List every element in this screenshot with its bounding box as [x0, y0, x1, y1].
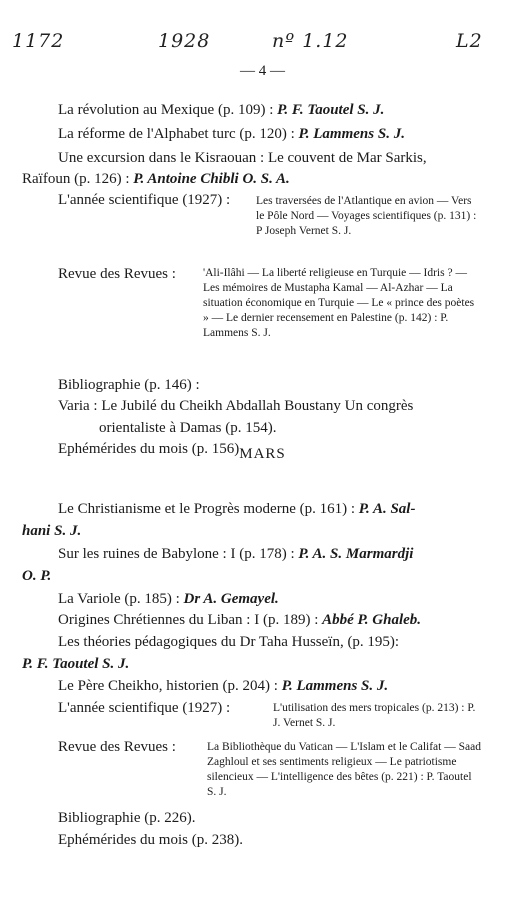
month-heading: MARS [239, 446, 286, 462]
toc-label: Revue des Revues : [58, 266, 176, 282]
toc-entry: O. P. [22, 568, 52, 584]
toc-label: Revue des Revues : [58, 739, 176, 755]
toc-entry: Les théories pédagogiques du Dr Taha Husseïn, (p. 195): [58, 634, 400, 650]
toc-entry: Bibliographie (p. 146) : [58, 377, 200, 393]
toc-entry: P. F. Taoutel S. J. [22, 656, 130, 672]
toc-entry: Le Christianisme et le Progrès moderne (p. 161) : P. A. Sal- [58, 501, 416, 517]
toc-details: 'Ali-Ilâhi — La liberté religieuse en Turquie — Idris ? — Les mémoires de Mustapha Kamal — Al-Azhar — La situation économique en Turquie — Le « prince des poètes » — Le dernier recensement en Palestine (p. 142) : P. Lammens S. J. [203, 267, 475, 339]
toc-entry: Varia : Le Jubilé du Cheikh Abdallah Boustany Un congrès [58, 398, 414, 414]
toc-entry: Une excursion dans le Kisraouan : Le couvent de Mar Sarkis, [58, 150, 427, 166]
toc-entry: Origines Chrétiennes du Liban : I (p. 189) : Abbé P. Ghaleb. [58, 612, 422, 628]
toc-entry: La réforme de l'Alphabet turc (p. 120) : P. Lammens S. J. [58, 126, 405, 142]
handwritten-issue: nº 1.12 [272, 30, 349, 52]
toc-details: La Bibliothèque du Vatican — L'Islam et le Califat — Saad Zaghloul et ses sentiments religieux — Le patriotisme silencieux — L'intelligence des bêtes (p. 221) : P. Taoutel S. J. [207, 741, 481, 798]
toc-entry: hani S. J. [22, 523, 82, 539]
toc-entry: Le Père Cheikho, historien (p. 204) : P. Lammens S. J. [58, 678, 389, 694]
toc-entry: Ephémérides du mois (p. 156) [58, 441, 240, 457]
toc-entry: Ephémérides du mois (p. 238). [58, 832, 243, 848]
toc-entry: La révolution au Mexique (p. 109) : P. F. Taoutel S. J. [58, 102, 385, 118]
page-number: — 4 — [240, 63, 285, 79]
handwritten-code: L2 [456, 30, 483, 52]
toc-entry: La Variole (p. 185) : Dr A. Gemayel. [58, 591, 279, 607]
toc-entry: Sur les ruines de Babylone : I (p. 178) : P. A. S. Marmardji [58, 546, 414, 562]
handwritten-year: 1928 [158, 30, 211, 52]
toc-details: Les traversées de l'Atlantique en avion — Vers le Pôle Nord — Voyages scientifiques (p. 131) : P Joseph Vernet S. J. [256, 195, 477, 237]
toc-entry: Bibliographie (p. 226). [58, 810, 196, 826]
toc-details: L'utilisation des mers tropicales (p. 213) : P. J. Vernet S. J. [273, 702, 476, 729]
toc-entry: Raïfoun (p. 126) : P. Antoine Chibli O. S. A. [22, 171, 290, 187]
toc-label: L'année scientifique (1927) : [58, 192, 231, 208]
toc-label: L'année scientifique (1927) : [58, 700, 231, 716]
toc-entry: orientaliste à Damas (p. 154). [99, 420, 277, 436]
handwritten-id: 1172 [12, 30, 65, 52]
